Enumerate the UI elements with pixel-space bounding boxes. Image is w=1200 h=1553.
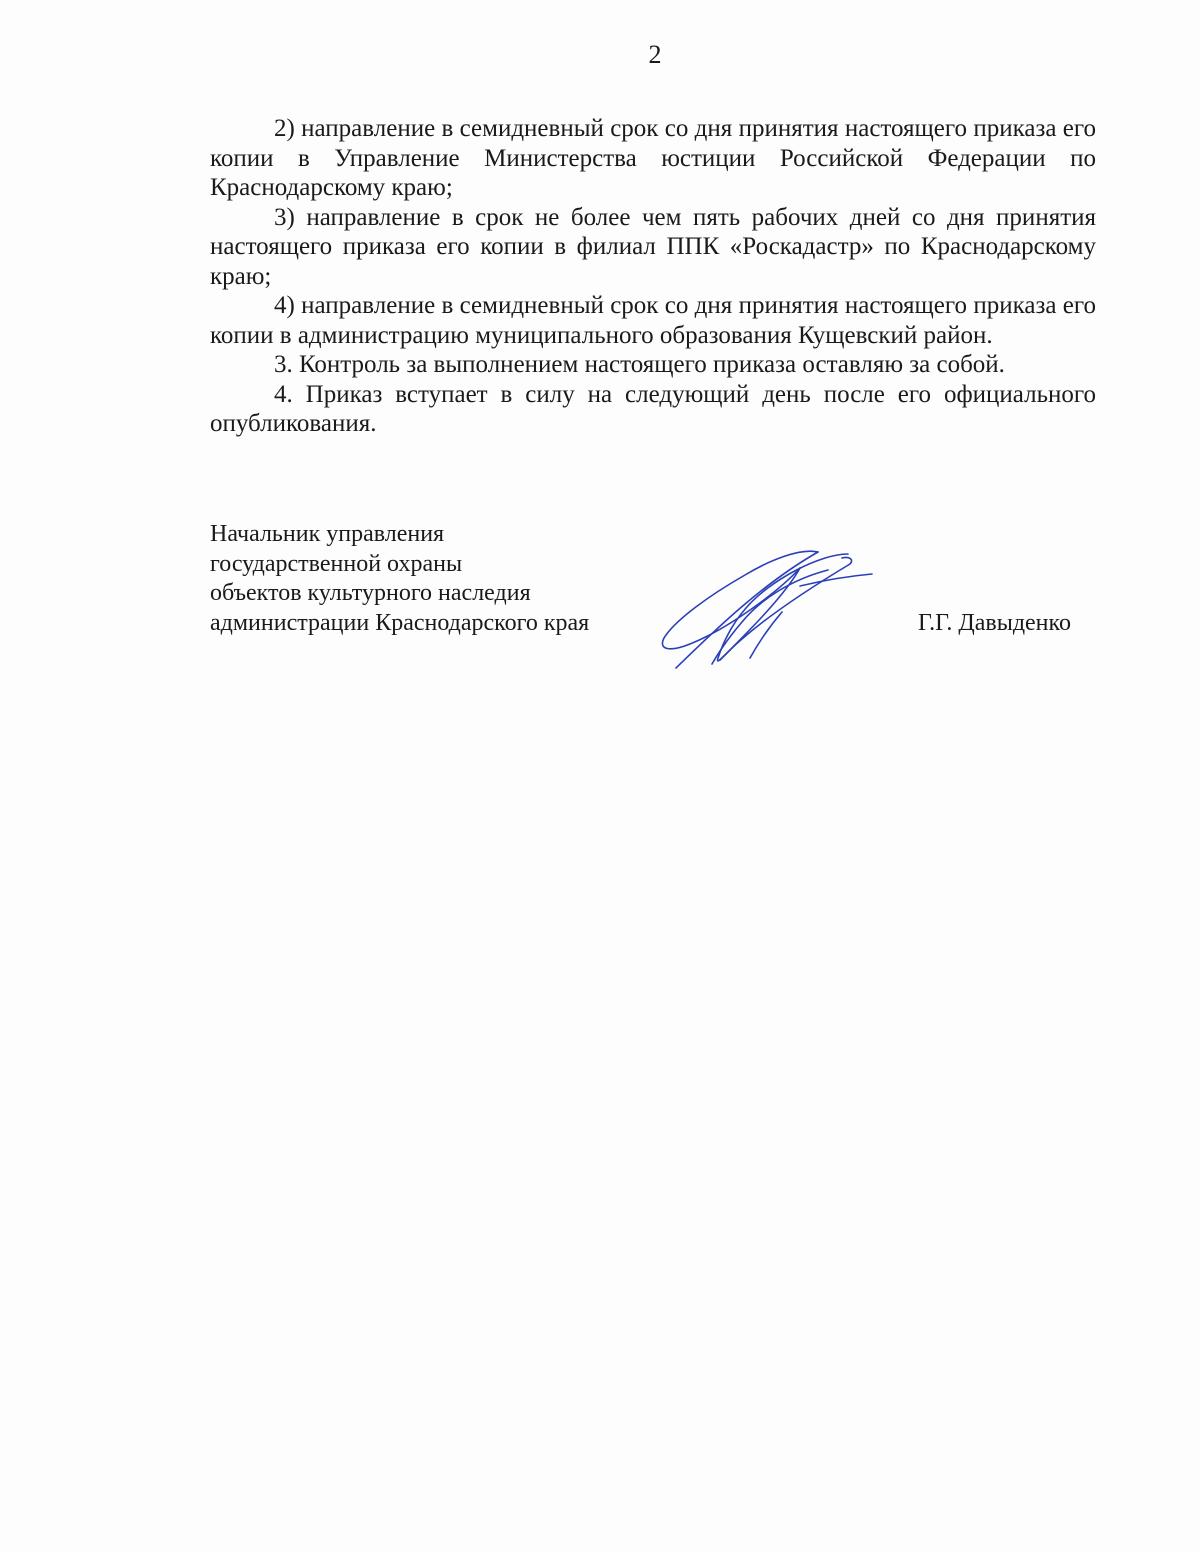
handwritten-signature [650,540,880,675]
signer-title-line: Начальник управления [210,521,445,547]
page-number: 2 [648,40,662,69]
paragraph-control: 3. Контроль за выполнением настоящего приказа оставляю за собой. [274,351,1005,378]
signer-title-line: объектов культурного наследия [210,580,531,606]
paragraph-item-2: 2) направление в семидневный срок со дня принятия настоящего приказа его копии в Управление Министерства юстиции Российской Федерации по Краснодарскому краю; [210,115,1096,201]
signer-title-line: государственной охраны [210,550,463,577]
signer-name: Г.Г. Давыденко [918,610,1071,636]
signer-title [210,520,589,638]
paragraph-effective: 4. Приказ вступает в силу на следующий день после его официального опубликования. [210,380,1096,437]
signer-title-line: администрации Краснодарского края [210,609,590,636]
paragraph-item-3: 3) направление в срок не более чем пять рабочих дней со дня принятия настоящего приказа его копии в филиал ППК «Роскадастр» по Краснодарскому краю; [210,203,1096,290]
document-body [210,114,1096,439]
paragraph-item-4: 4) направление в семидневный срок со дня принятия настоящего приказа его копии в администрацию муниципального образования Кущевский район. [210,292,1096,349]
